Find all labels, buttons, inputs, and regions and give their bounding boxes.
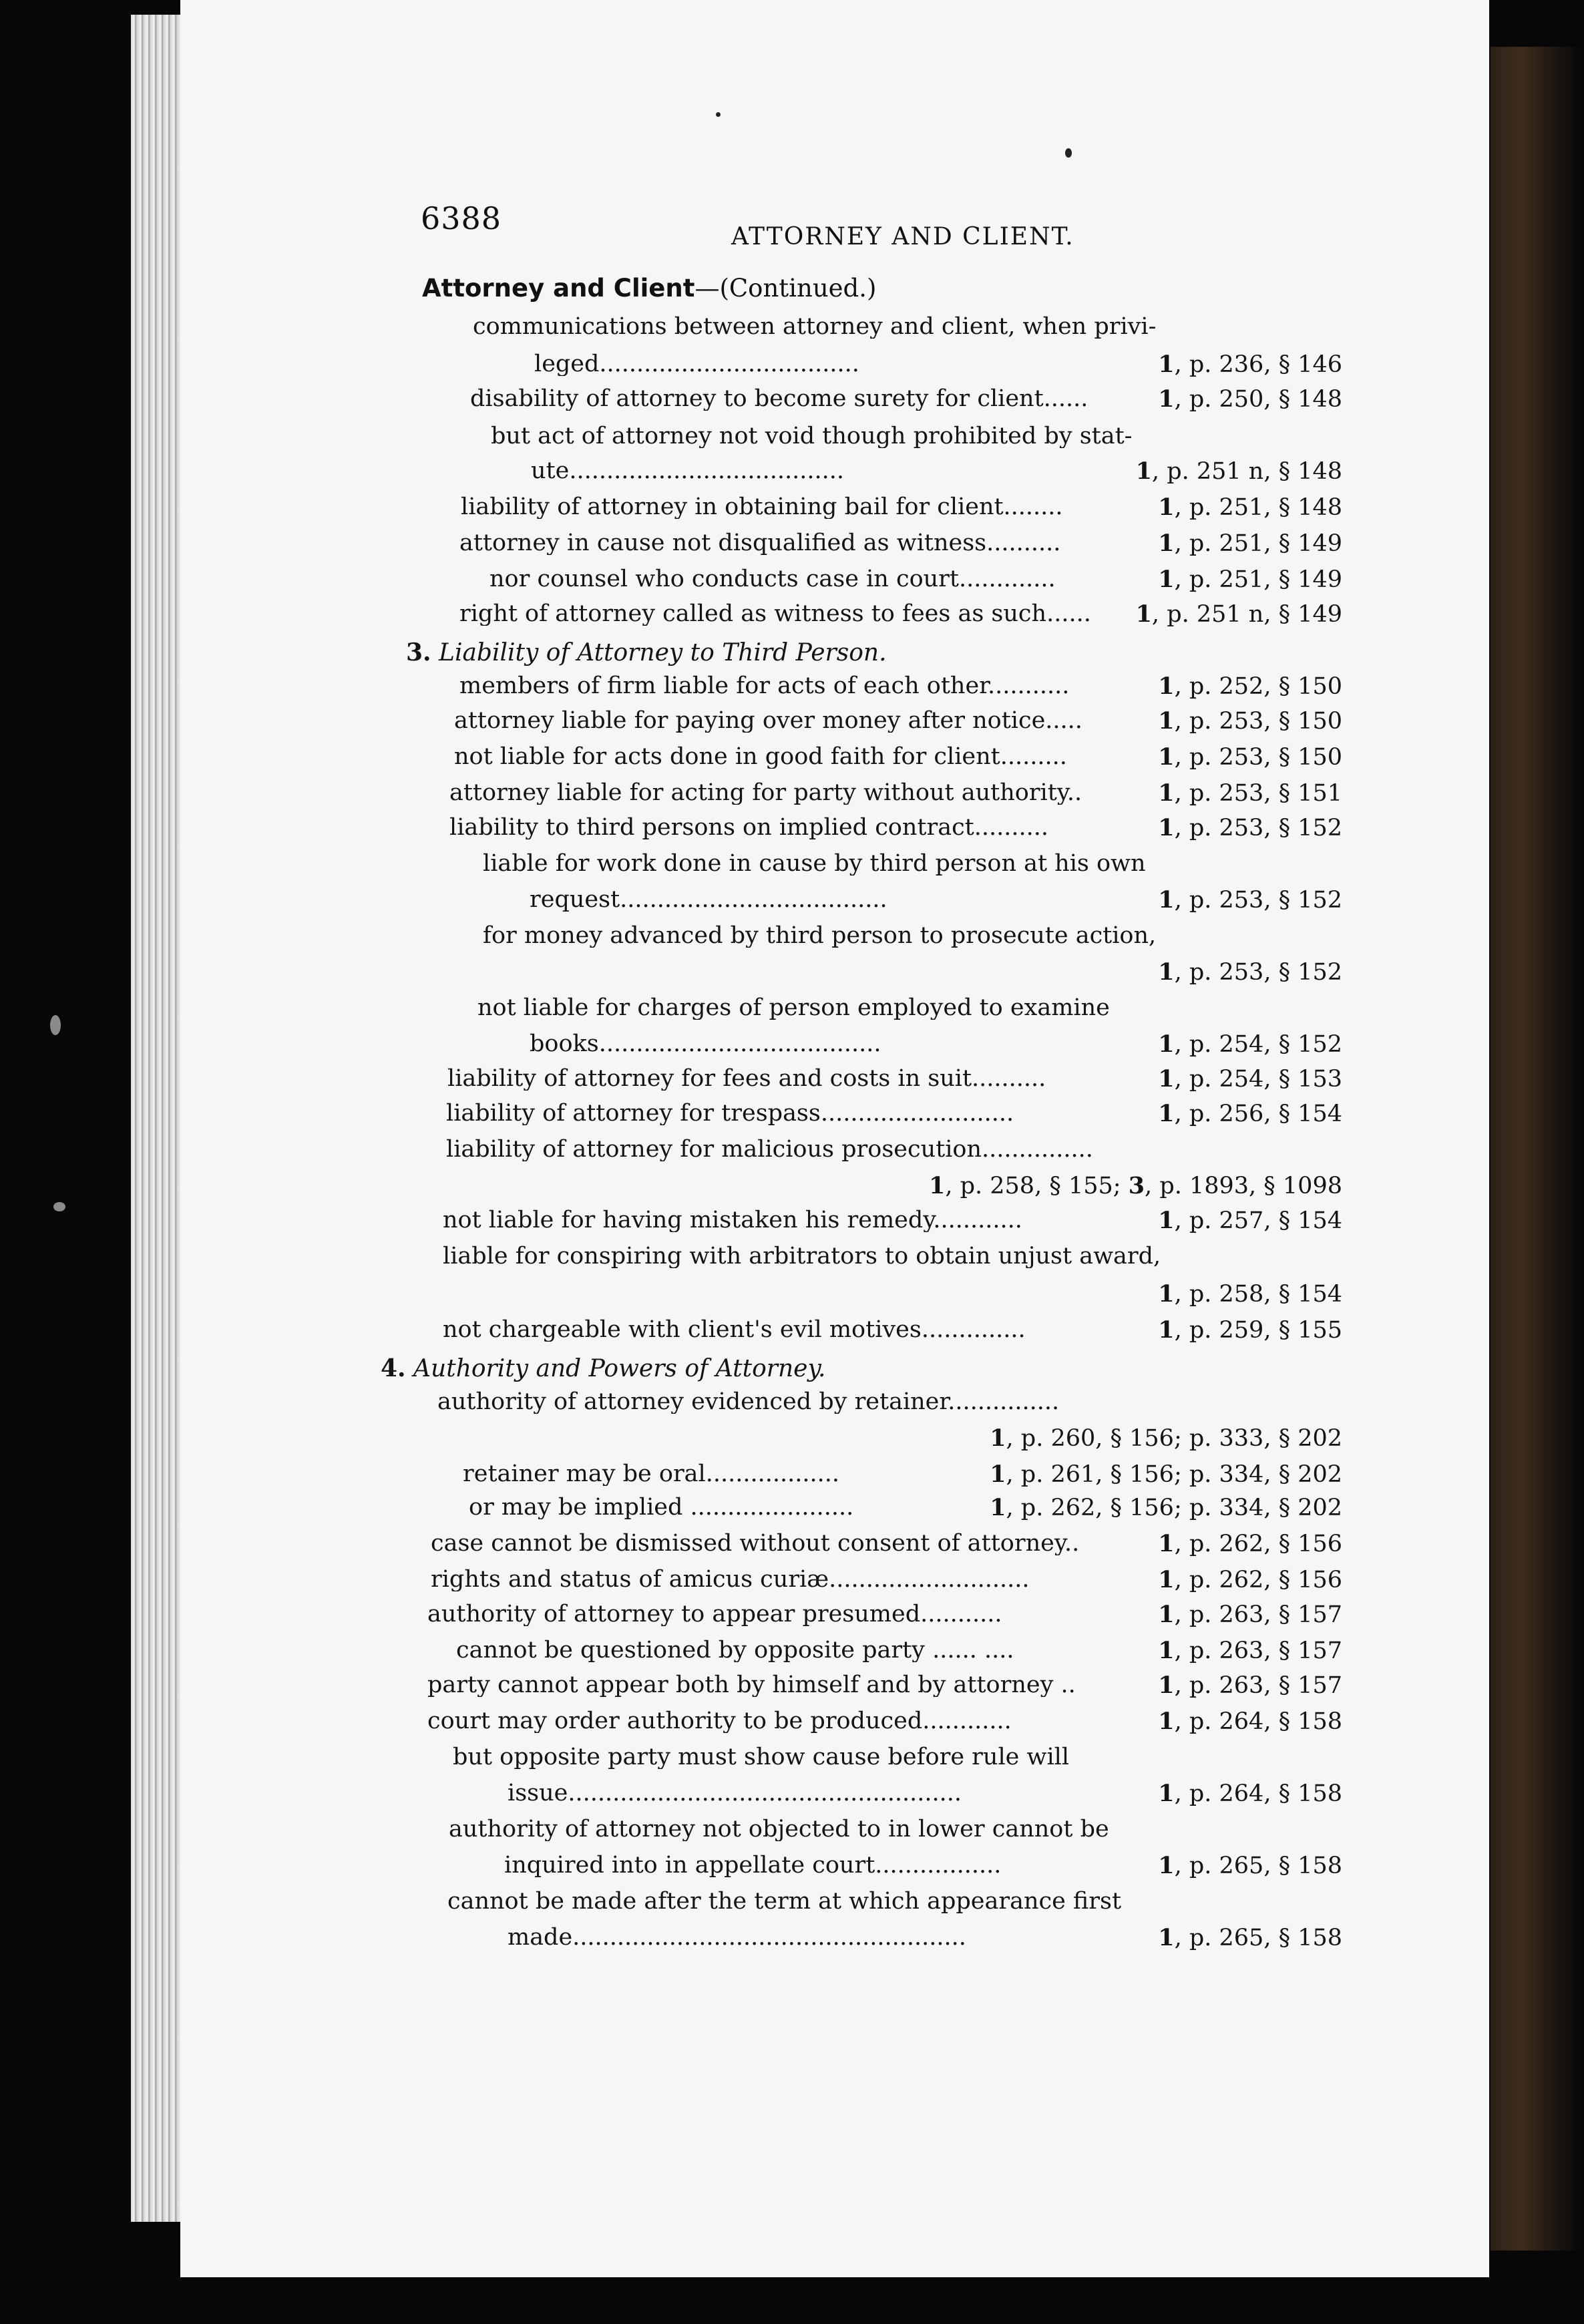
citation: 1, p. 263, § 157 bbox=[1158, 1637, 1342, 1664]
citation: 1, p. 252, § 150 bbox=[1158, 672, 1342, 700]
citation: 1, p. 256, § 154 bbox=[1158, 1100, 1342, 1127]
page-section-ref: p. 262, § 156 bbox=[1189, 1531, 1342, 1557]
citation: 1, p. 257, § 154 bbox=[1158, 1207, 1342, 1234]
index-entry: attorney in cause not disqualified as witness.......... bbox=[459, 532, 1061, 555]
page-section-ref: p. 253, § 152 bbox=[1189, 887, 1342, 914]
page-section-ref: p. 259, § 155 bbox=[1189, 1317, 1342, 1344]
subsection-title: Liability of Attorney to Third Person. bbox=[439, 639, 887, 666]
citation: 1, p. 263, § 157 bbox=[1158, 1601, 1342, 1628]
facing-page-edge bbox=[1491, 47, 1584, 2251]
volume-number: 1 bbox=[1135, 600, 1152, 628]
volume-number: 1 bbox=[1158, 958, 1175, 986]
volume-number: 1 bbox=[1158, 672, 1175, 700]
index-entry: rights and status of amicus curiæ........................... bbox=[431, 1568, 1030, 1591]
citation: 1, p. 261, § 156; p. 334, § 202 bbox=[990, 1461, 1342, 1488]
index-entry: court may order authority to be produced............ bbox=[427, 1710, 1012, 1733]
index-entry: cannot be made after the term at which appearance first bbox=[447, 1890, 1122, 1913]
citation: 1, p. 253, § 152 bbox=[1158, 886, 1342, 914]
volume-number: 1 bbox=[1158, 1924, 1175, 1951]
index-entry: made..................................................... bbox=[508, 1926, 966, 1949]
page-section-ref: p. 254, § 153 bbox=[1189, 1066, 1342, 1093]
page-section-ref: p. 253, § 151 bbox=[1189, 780, 1342, 807]
citation: 1, p. 253, § 150 bbox=[1158, 707, 1342, 735]
page-section-ref: p. 262, § 156; p. 334, § 202 bbox=[1020, 1495, 1342, 1521]
citation: 1, p. 251 n, § 148 bbox=[1135, 457, 1342, 485]
citation: 1, p. 251, § 149 bbox=[1158, 566, 1342, 593]
page-number: 6388 bbox=[421, 200, 502, 236]
index-entry: for money advanced by third person to prosecute action, bbox=[483, 924, 1157, 948]
index-entry: nor counsel who conducts case in court............. bbox=[489, 568, 1056, 591]
page-section-ref: p. 252, § 150 bbox=[1189, 673, 1342, 700]
volume-number: 1 bbox=[1135, 457, 1152, 485]
citation: 1, p. 253, § 152 bbox=[1158, 814, 1342, 841]
index-entry: authority of attorney evidenced by retainer............... bbox=[437, 1390, 1060, 1414]
index-entry: not liable for charges of person employed to examine bbox=[477, 996, 1110, 1020]
volume-number: 1 bbox=[1158, 1065, 1175, 1093]
citation: 1, p. 258, § 154 bbox=[1158, 1280, 1342, 1308]
citation: 1, p. 254, § 153 bbox=[1158, 1065, 1342, 1093]
citation: 1, p. 250, § 148 bbox=[1158, 385, 1342, 413]
volume-number: 1 bbox=[1158, 1566, 1175, 1593]
volume-number: 1 bbox=[1158, 814, 1175, 841]
index-entry: communications between attorney and client, when privi- bbox=[473, 315, 1157, 339]
volume-number: 1 bbox=[1158, 1708, 1175, 1735]
page-section-ref: p. 263, § 157 bbox=[1189, 1637, 1342, 1664]
index-entry: disability of attorney to become surety for client...... bbox=[470, 387, 1088, 411]
page-section-ref: p. 253, § 152 bbox=[1189, 959, 1342, 986]
subsection-number: 3. bbox=[406, 638, 431, 666]
index-entry: or may be implied ...................... bbox=[469, 1496, 854, 1519]
page-stack-edges bbox=[131, 15, 184, 2222]
index-entry: members of firm liable for acts of each other........... bbox=[459, 674, 1070, 698]
subsection-title: Authority and Powers of Attorney. bbox=[413, 1355, 826, 1382]
section-heading bbox=[422, 274, 876, 303]
index-entry: books...................................... bbox=[530, 1032, 881, 1056]
ink-speck bbox=[53, 1202, 65, 1211]
volume-number: 1 bbox=[1158, 1530, 1175, 1557]
index-entry: authority of attorney not objected to in lower cannot be bbox=[449, 1818, 1109, 1841]
citation: 1, p. 262, § 156 bbox=[1158, 1530, 1342, 1557]
index-entry: inquired into in appellate court................. bbox=[504, 1854, 1002, 1877]
citation: 1, p. 259, § 155 bbox=[1158, 1316, 1342, 1344]
volume-number: 1 bbox=[1158, 1316, 1175, 1344]
subsection-heading bbox=[406, 638, 887, 666]
index-entry: not liable for acts done in good faith for client......... bbox=[454, 745, 1067, 769]
volume-number: 1 bbox=[990, 1424, 1006, 1452]
volume-number: 1 bbox=[1158, 566, 1175, 593]
page-section-ref: p. 263, § 157 bbox=[1189, 1601, 1342, 1628]
citation: 1, p. 258, § 155; 3, p. 1893, § 1098 bbox=[928, 1172, 1342, 1199]
volume-number: 1 bbox=[1158, 494, 1175, 521]
index-entry: not liable for having mistaken his remedy............ bbox=[443, 1209, 1022, 1232]
citation: 1, p. 262, § 156; p. 334, § 202 bbox=[990, 1494, 1342, 1521]
section-continued: —(Continued.) bbox=[695, 274, 877, 303]
volume-number: 1 bbox=[1158, 1637, 1175, 1664]
subsection-number: 4. bbox=[381, 1354, 406, 1382]
citation: 1, p. 253, § 151 bbox=[1158, 779, 1342, 807]
index-entry: liability of attorney for fees and costs in suit.......... bbox=[447, 1067, 1046, 1091]
page-section-ref: p. 250, § 148 bbox=[1189, 386, 1342, 413]
index-entry: liable for conspiring with arbitrators to obtain unjust award, bbox=[443, 1245, 1161, 1268]
index-entry: liability of attorney for malicious prosecution............... bbox=[446, 1138, 1093, 1161]
page-section-ref: p. 1893, § 1098 bbox=[1159, 1173, 1342, 1199]
citation: 1, p. 253, § 150 bbox=[1158, 743, 1342, 771]
index-entry: right of attorney called as witness to fees as such...... bbox=[459, 602, 1091, 626]
index-entry: authority of attorney to appear presumed........... bbox=[427, 1603, 1002, 1626]
page-section-ref: p. 253, § 150 bbox=[1189, 708, 1342, 735]
page-section-ref: p. 265, § 158 bbox=[1189, 1925, 1342, 1951]
page-section-ref: p. 258, § 155; bbox=[960, 1173, 1121, 1199]
volume-number: 1 bbox=[1158, 1280, 1175, 1308]
page-section-ref: p. 251 n, § 149 bbox=[1167, 601, 1342, 628]
index-entry: request.................................... bbox=[530, 888, 887, 912]
page-section-ref: p. 251, § 149 bbox=[1189, 566, 1342, 593]
citation: 1, p. 251 n, § 149 bbox=[1135, 600, 1342, 628]
page-section-ref: p. 251, § 149 bbox=[1189, 530, 1342, 557]
index-entry: liability of attorney in obtaining bail for client........ bbox=[461, 496, 1063, 519]
index-entry: not chargeable with client's evil motives.............. bbox=[443, 1318, 1026, 1342]
index-entry: party cannot appear both by himself and by attorney .. bbox=[427, 1674, 1076, 1697]
citation: 1, p. 251, § 148 bbox=[1158, 494, 1342, 521]
index-entry: retainer may be oral.................. bbox=[463, 1463, 839, 1486]
volume-number: 1 bbox=[1158, 1780, 1175, 1807]
page-section-ref: p. 264, § 158 bbox=[1189, 1708, 1342, 1735]
citation: 1, p. 262, § 156 bbox=[1158, 1566, 1342, 1593]
page-section-ref: p. 262, § 156 bbox=[1189, 1567, 1342, 1593]
ink-speck bbox=[716, 112, 721, 117]
index-entry: ute..................................... bbox=[531, 459, 844, 483]
citation: 1, p. 265, § 158 bbox=[1158, 1924, 1342, 1951]
page-section-ref: p. 253, § 150 bbox=[1189, 744, 1342, 771]
index-entry: issue..................................................... bbox=[508, 1782, 962, 1805]
index-entry: liability of attorney for trespass.......................... bbox=[446, 1102, 1014, 1125]
page-section-ref: p. 253, § 152 bbox=[1189, 815, 1342, 841]
citation: 1, p. 253, § 152 bbox=[1158, 958, 1342, 986]
volume-number: 1 bbox=[1158, 1100, 1175, 1127]
page-section-ref: p. 254, § 152 bbox=[1189, 1031, 1342, 1058]
page-section-ref: p. 261, § 156; p. 334, § 202 bbox=[1020, 1461, 1342, 1488]
citation: 1, p. 236, § 146 bbox=[1158, 351, 1342, 378]
citation: 1, p. 264, § 158 bbox=[1158, 1780, 1342, 1807]
page-section-ref: p. 260, § 156; p. 333, § 202 bbox=[1020, 1425, 1342, 1452]
page-section-ref: p. 258, § 154 bbox=[1189, 1281, 1342, 1308]
citation: 1, p. 264, § 158 bbox=[1158, 1708, 1342, 1735]
volume-number: 1 bbox=[1158, 1601, 1175, 1628]
running-head: ATTORNEY AND CLIENT. bbox=[731, 223, 1074, 250]
volume-number: 1 bbox=[990, 1461, 1006, 1488]
ink-speck bbox=[50, 1015, 61, 1035]
page-section-ref: p. 265, § 158 bbox=[1189, 1853, 1342, 1879]
volume-number: 1 bbox=[1158, 1207, 1175, 1234]
page-section-ref: p. 257, § 154 bbox=[1189, 1207, 1342, 1234]
volume-number: 1 bbox=[1158, 530, 1175, 557]
volume-number: 1 bbox=[1158, 886, 1175, 914]
ink-speck bbox=[1065, 148, 1072, 158]
index-entry: but act of attorney not void though prohibited by stat- bbox=[491, 425, 1133, 448]
citation: 1, p. 263, § 157 bbox=[1158, 1672, 1342, 1699]
index-entry: but opposite party must show cause before rule will bbox=[453, 1746, 1070, 1769]
page-section-ref: p. 251 n, § 148 bbox=[1167, 458, 1342, 485]
index-entry: leged................................... bbox=[534, 353, 859, 376]
volume-number: 1 bbox=[1158, 1030, 1175, 1058]
volume-number: 1 bbox=[1158, 707, 1175, 735]
citation: 1, p. 260, § 156; p. 333, § 202 bbox=[990, 1424, 1342, 1452]
section-title: Attorney and Client bbox=[422, 274, 695, 303]
page-section-ref: p. 256, § 154 bbox=[1189, 1101, 1342, 1127]
index-entry: liability to third persons on implied contract.......... bbox=[449, 816, 1048, 839]
volume-number: 1 bbox=[1158, 1672, 1175, 1699]
subsection-heading bbox=[381, 1354, 825, 1382]
volume-number: 1 bbox=[1158, 743, 1175, 771]
page-section-ref: p. 263, § 157 bbox=[1189, 1672, 1342, 1699]
index-entry: attorney liable for acting for party without authority.. bbox=[449, 781, 1082, 805]
volume-number: 1 bbox=[1158, 385, 1175, 413]
page-section-ref: p. 251, § 148 bbox=[1189, 494, 1342, 521]
page-section-ref: p. 264, § 158 bbox=[1189, 1780, 1342, 1807]
volume-number: 1 bbox=[928, 1172, 946, 1199]
volume-number: 3 bbox=[1128, 1172, 1145, 1199]
index-entry: attorney liable for paying over money after notice..... bbox=[454, 709, 1082, 733]
index-entry: liable for work done in cause by third person at his own bbox=[483, 852, 1146, 876]
volume-number: 1 bbox=[1158, 351, 1175, 378]
volume-number: 1 bbox=[1158, 1852, 1175, 1879]
citation: 1, p. 265, § 158 bbox=[1158, 1852, 1342, 1879]
page-section-ref: p. 236, § 146 bbox=[1189, 351, 1342, 378]
citation: 1, p. 251, § 149 bbox=[1158, 530, 1342, 557]
index-entry: cannot be questioned by opposite party ...... .... bbox=[456, 1639, 1014, 1662]
volume-number: 1 bbox=[990, 1494, 1006, 1521]
citation: 1, p. 254, § 152 bbox=[1158, 1030, 1342, 1058]
volume-number: 1 bbox=[1158, 779, 1175, 807]
index-entry: case cannot be dismissed without consent of attorney.. bbox=[431, 1532, 1080, 1555]
